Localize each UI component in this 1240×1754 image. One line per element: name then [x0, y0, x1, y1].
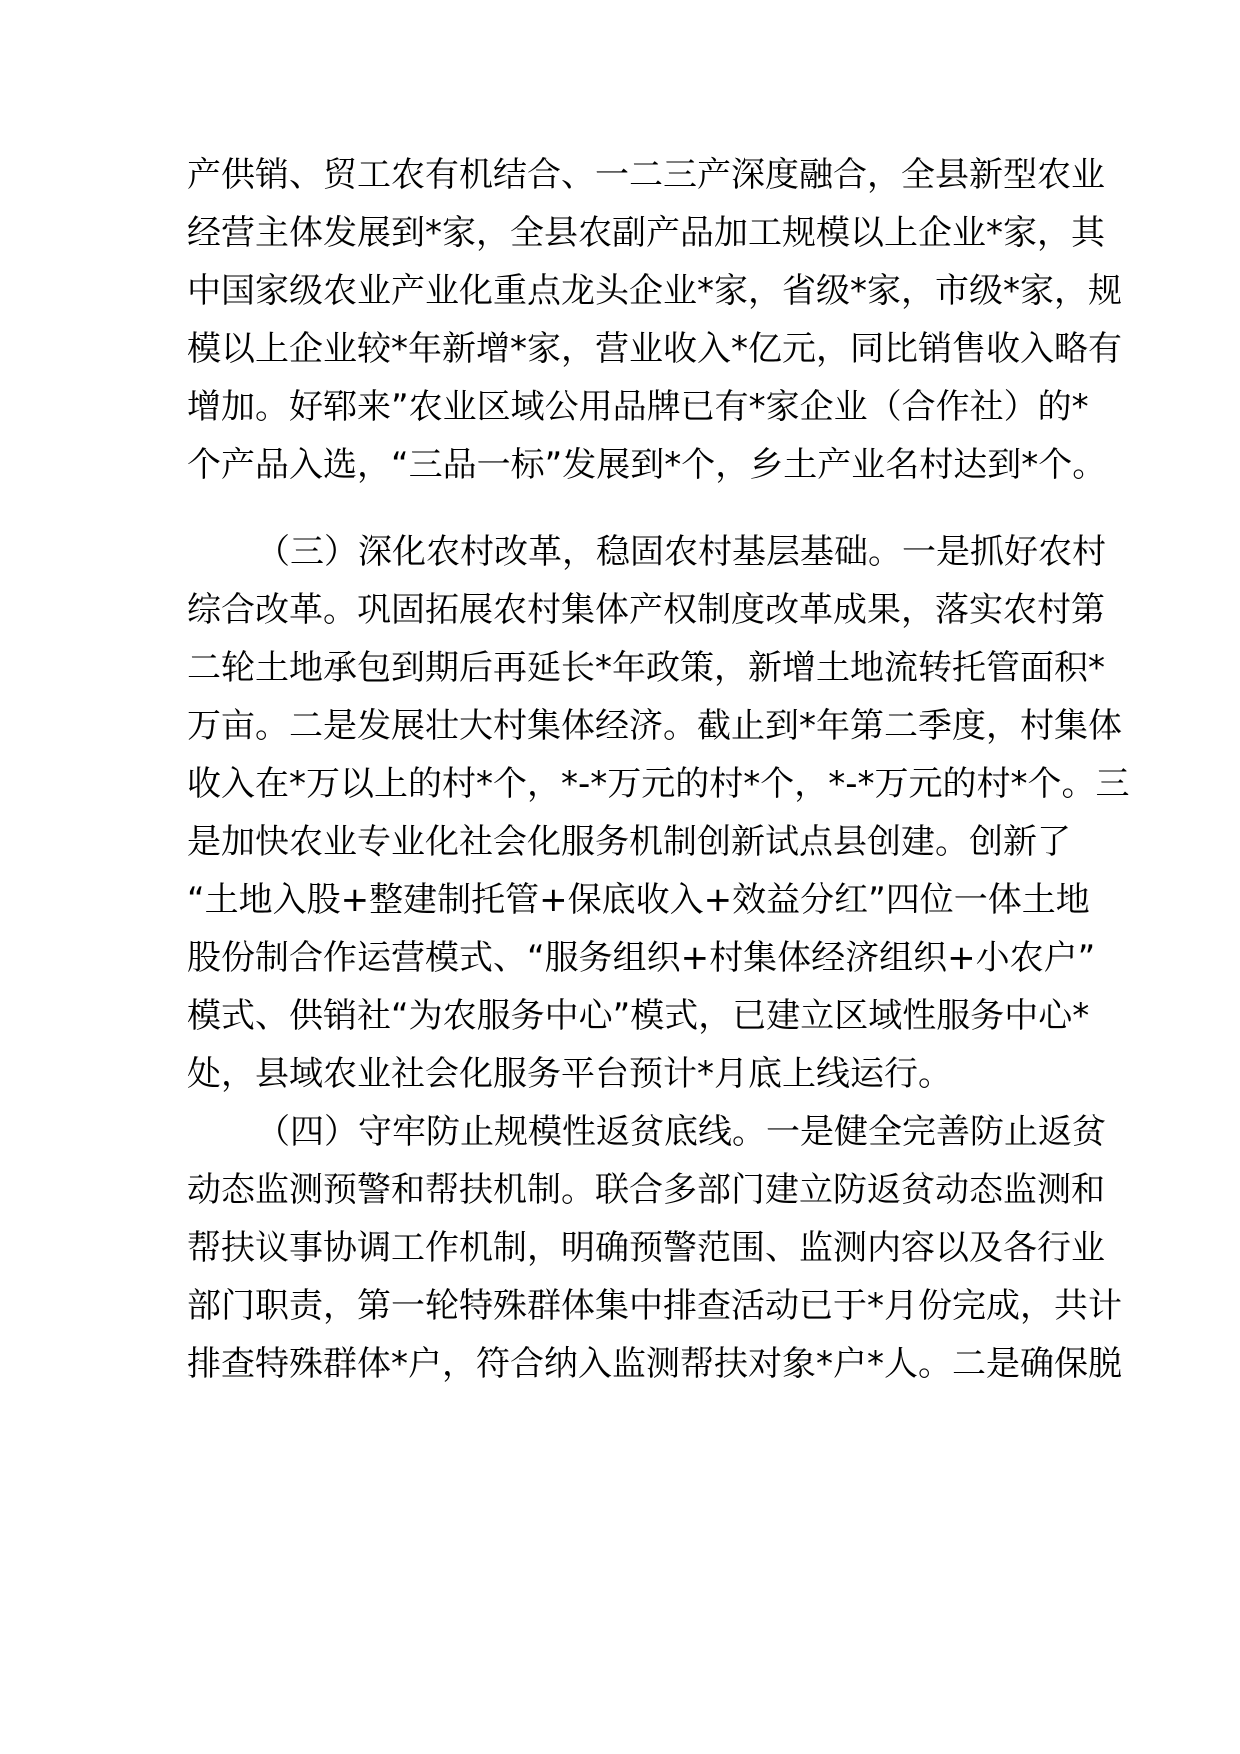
- text-line: 万亩。二是发展壮大村集体经济。截止到*年第二季度，村集体: [187, 706, 1122, 746]
- text-line: 是加快农业专业化社会化服务机制创新试点县创建。创新了: [187, 822, 1071, 862]
- text-line: 帮扶议事协调工作机制，明确预警范围、监测内容以及各行业: [187, 1228, 1105, 1268]
- text-line: 个产品入选，“三品一标”发展到*个，乡土产业名村达到*个。: [187, 445, 1107, 485]
- text-line: 动态监测预警和帮扶机制。联合多部门建立防返贫动态监测和: [187, 1170, 1105, 1210]
- text-line: 综合改革。巩固拓展农村集体产权制度改革成果，落实农村第: [187, 590, 1105, 630]
- text-line: 经营主体发展到*家，全县农副产品加工规模以上企业*家，其: [187, 213, 1105, 253]
- text-line: 收入在*万以上的村*个，*-*万元的村*个，*-*万元的村*个。三: [187, 764, 1130, 804]
- text-line: 部门职责，第一轮特殊群体集中排查活动已于*月份完成，共计: [187, 1286, 1122, 1326]
- section-heading-line: （四）守牢防止规模性返贫底线。一是健全完善防止返贫: [256, 1112, 1106, 1152]
- section-heading-line: （三）深化农村改革，稳固农村基层基础。一是抓好农村: [256, 532, 1106, 572]
- text-line: 模以上企业较*年新增*家，营业收入*亿元，同比销售收入略有: [187, 329, 1122, 369]
- text-line: 排查特殊群体*户，符合纳入监测帮扶对象*户*人。二是确保脱: [187, 1344, 1122, 1384]
- text-line: 处，县域农业社会化服务平台预计*月底上线运行。: [187, 1054, 952, 1094]
- text-line: 产供销、贸工农有机结合、一二三产深度融合，全县新型农业: [187, 155, 1105, 195]
- text-line: 模式、供销社“为农服务中心”模式，已建立区域性服务中心*: [187, 996, 1090, 1036]
- text-line: 股份制合作运营模式、“服务组织+村集体经济组织+小农户”: [187, 938, 1096, 978]
- text-line: 增加。好郓来”农业区域公用品牌已有*家企业（合作社）的*: [187, 387, 1089, 427]
- text-line: 中国家级农业产业化重点龙头企业*家，省级*家，市级*家，规: [187, 271, 1122, 311]
- text-line: “土地入股+整建制托管+保底收入+效益分红”四位一体土地: [187, 880, 1090, 920]
- text-line: 二轮土地承包到期后再延长*年政策，新增土地流转托管面积*: [187, 648, 1105, 688]
